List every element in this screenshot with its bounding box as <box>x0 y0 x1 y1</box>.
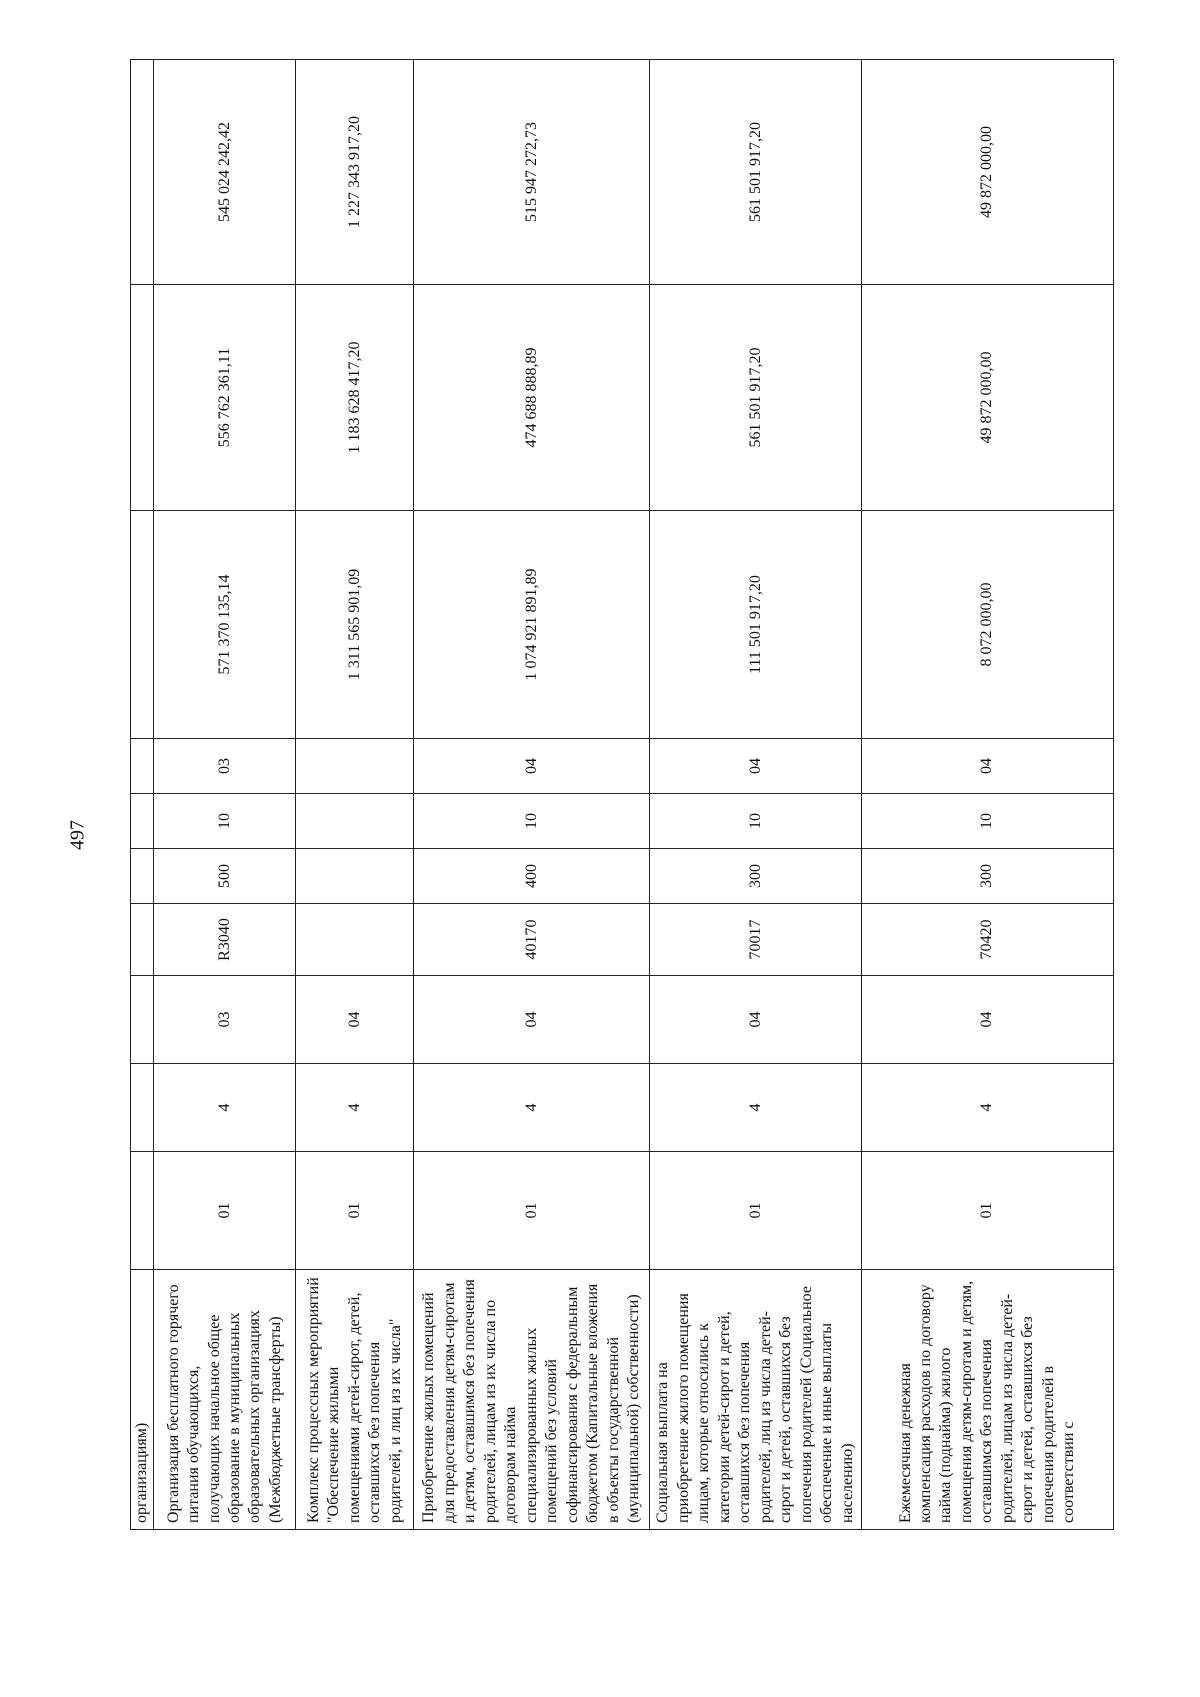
expense-type-cell: 400 <box>414 849 650 904</box>
page-number: 497 <box>66 820 89 850</box>
amount-year-1-cell: 1 074 921 891,89 <box>414 511 650 739</box>
table-row <box>414 60 650 1530</box>
table-row <box>862 60 1114 1530</box>
program-code-cell: 01 <box>296 1152 414 1270</box>
amount-year-3-cell: 1 227 343 917,20 <box>296 60 414 285</box>
subdivision-cell: 04 <box>414 739 650 794</box>
empty-cell <box>131 904 154 976</box>
empty-cell <box>131 794 154 849</box>
division-cell <box>296 794 414 849</box>
empty-cell <box>131 849 154 904</box>
direction-code-cell: 70420 <box>862 904 1114 976</box>
description-cell: Организация бесплатного горячего питания обучающихся, получающих начальное общее образование в муниципальных образовательных организациях (Межбюджетные трансферты) <box>154 1270 296 1530</box>
empty-cell <box>131 1152 154 1270</box>
section-code-cell: 04 <box>862 976 1114 1064</box>
description-cell: Социальная выплата на приобретение жилого помещения лицам, которые относились к категории детей-сирот и детей, оставшихся без попечения родителей, лиц из числа детей-сирот и детей, оставшихся без попечения родителей (Социальное обеспечение и иные выплаты населению) <box>650 1270 862 1530</box>
amount-year-3-cell: 561 501 917,20 <box>650 60 862 285</box>
amount-year-2-cell: 561 501 917,20 <box>650 285 862 511</box>
direction-code-cell: 40170 <box>414 904 650 976</box>
subdivision-cell: 04 <box>650 739 862 794</box>
program-code-cell: 01 <box>650 1152 862 1270</box>
subprogram-code-cell: 4 <box>154 1064 296 1152</box>
subprogram-code-cell: 4 <box>650 1064 862 1152</box>
direction-code-cell: R3040 <box>154 904 296 976</box>
program-code-cell: 01 <box>414 1152 650 1270</box>
subprogram-code-cell: 4 <box>862 1064 1114 1152</box>
empty-cell <box>131 1064 154 1152</box>
empty-cell <box>131 739 154 794</box>
amount-year-3-cell: 515 947 272,73 <box>414 60 650 285</box>
empty-cell <box>131 511 154 739</box>
direction-code-cell <box>296 904 414 976</box>
table-row <box>154 60 296 1530</box>
amount-year-3-cell: 49 872 000,00 <box>862 60 1114 285</box>
division-cell: 10 <box>650 794 862 849</box>
amount-year-1-cell: 8 072 000,00 <box>862 511 1114 739</box>
section-code-cell: 04 <box>650 976 862 1064</box>
program-code-cell: 01 <box>154 1152 296 1270</box>
expense-type-cell: 500 <box>154 849 296 904</box>
empty-cell <box>131 60 154 285</box>
subdivision-cell <box>296 739 414 794</box>
section-code-cell: 03 <box>154 976 296 1064</box>
amount-year-2-cell: 49 872 000,00 <box>862 285 1114 511</box>
direction-code-cell: 70017 <box>650 904 862 976</box>
description-cell: Приобретение жилых помещений для предоставления детям-сиротам и детям, оставшимся без попечения родителей, лицам из их числа по договорам найма специализированных жилых помещений без условий софинансирования с федеральным бюджетом (Капитальные вложения в объекты государственной (муниципальной) собственности) <box>414 1270 650 1530</box>
empty-cell <box>131 285 154 511</box>
division-cell: 10 <box>154 794 296 849</box>
amount-year-2-cell: 1 183 628 417,20 <box>296 285 414 511</box>
amount-year-2-cell: 474 688 888,89 <box>414 285 650 511</box>
section-code-cell: 04 <box>414 976 650 1064</box>
description-cell: организациям) <box>131 1270 154 1530</box>
amount-year-2-cell: 556 762 361,11 <box>154 285 296 511</box>
rotated-table-frame <box>130 60 1090 1530</box>
empty-cell <box>131 976 154 1064</box>
expense-type-cell <box>296 849 414 904</box>
section-code-cell: 04 <box>296 976 414 1064</box>
subprogram-code-cell: 4 <box>296 1064 414 1152</box>
division-cell: 10 <box>414 794 650 849</box>
subdivision-cell: 03 <box>154 739 296 794</box>
expense-type-cell: 300 <box>862 849 1114 904</box>
expense-type-cell: 300 <box>650 849 862 904</box>
subprogram-code-cell: 4 <box>414 1064 650 1152</box>
amount-year-1-cell: 571 370 135,14 <box>154 511 296 739</box>
table-row <box>296 60 414 1530</box>
budget-table <box>130 59 1114 1530</box>
table-row-continuation <box>131 60 154 1530</box>
description-cell: Ежемесячная денежная компенсация расходов по договору найма (поднайма) жилого помещения детям-сиротам и детям, оставшимся без попечения родителей, лицам из числа детей-сирот и детей, оставшихся без попечения родителей в соответствии с <box>862 1270 1114 1530</box>
program-code-cell: 01 <box>862 1152 1114 1270</box>
description-cell: Комплекс процессных мероприятий "Обеспечение жилыми помещениями детей-сирот, детей, оставшихся без попечения родителей, и лиц из их числа" <box>296 1270 414 1530</box>
table-row <box>650 60 862 1530</box>
amount-year-1-cell: 1 311 565 901,09 <box>296 511 414 739</box>
amount-year-1-cell: 111 501 917,20 <box>650 511 862 739</box>
amount-year-3-cell: 545 024 242,42 <box>154 60 296 285</box>
subdivision-cell: 04 <box>862 739 1114 794</box>
division-cell: 10 <box>862 794 1114 849</box>
